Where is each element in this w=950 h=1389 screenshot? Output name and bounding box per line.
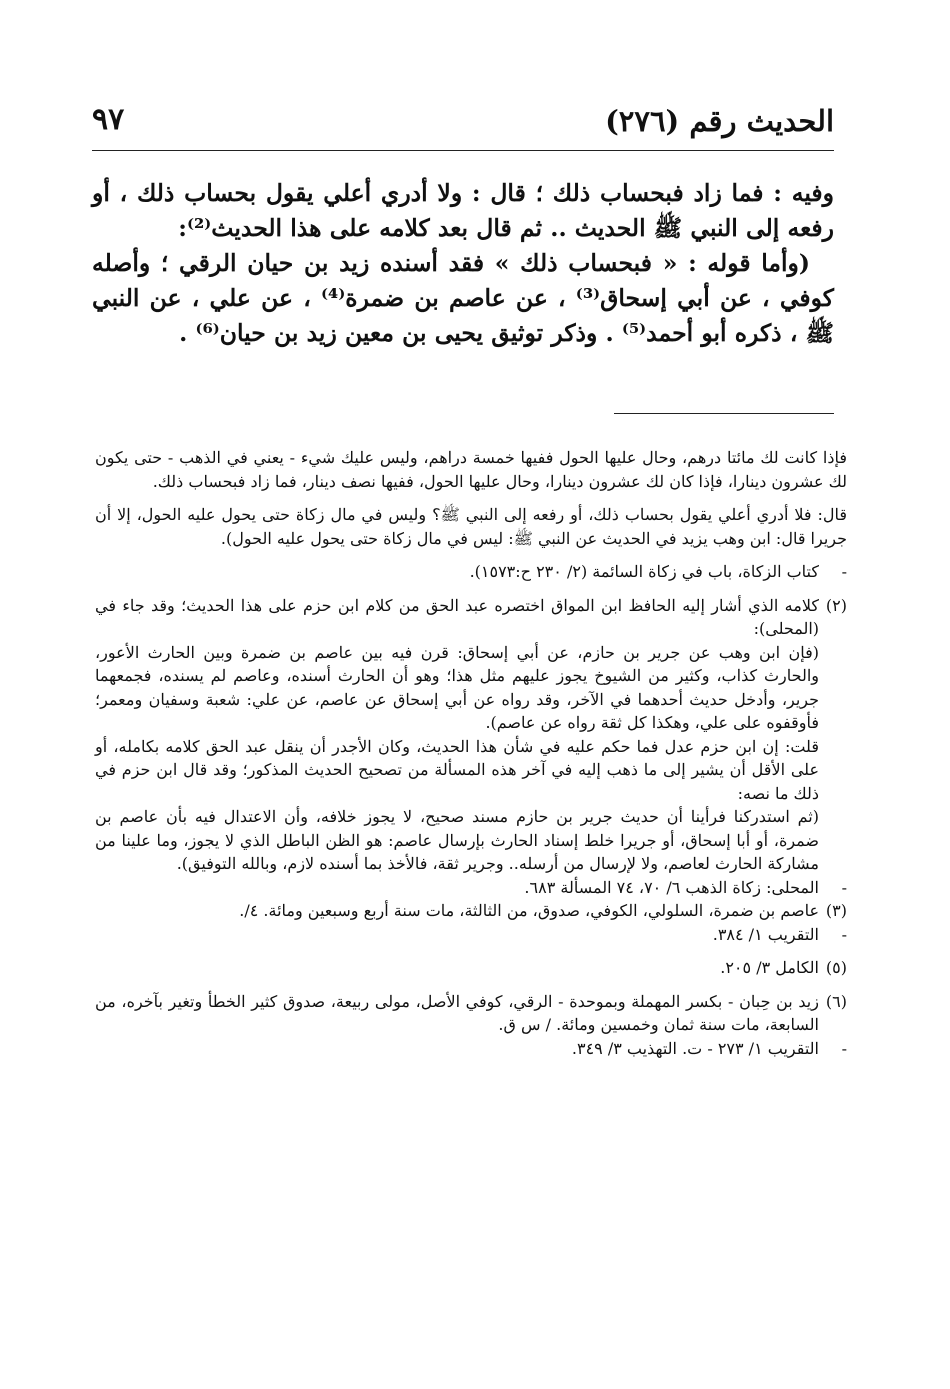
running-title: الحديث رقم (٢٧٦) [605, 104, 834, 138]
footnote-2-comment: قلت: إن ابن حزم عدل فما حكم عليه في شأن هذا الحديث، وكان الأجدر أن ينقل عبد الحق كلامه بكامله، أو على الأقل أن يشير إلى ما ذهب إليه في آخر هذه المسألة من تصحيح الحديث المذكور؛ وقد قال ابن حزم في ذلك ما نصه: [95, 736, 819, 803]
footnote-6: (٦)زيد بن حِبان - بكسر المهملة وبموحدة - الرقي، كوفي الأصل، مولى ربيعة، صدوق كثير الخطأ وتغير بآخره، من السابعة، مات سنة ثمان وخمسين ومائة. / س ق. [95, 991, 847, 1034]
footnotes [95, 446, 847, 1060]
footnote-3: (٣)عاصم بن ضمرة، السلولي، الكوفي، صدوق، من الثالثة، مات سنة أربع وسبعين ومائة. ٤/. [95, 899, 847, 923]
main-paragraph-1: وفيه : فما زاد فبحساب ذلك ؛ قال : ولا أدري أعلي يقول بحساب ذلك ، أو رفعه إلى النبي ﷺ الحديث .. ثم قال بعد كلامه على هذا الحديث⁽²⁾: [92, 179, 834, 242]
footnote-marker: (٢) [825, 595, 847, 615]
footnote-separator [614, 413, 834, 414]
footnote-2-quote-1: (فإن ابن وهب عن جرير بن حازم، عن أبي إسحاق: قرن فيه بين عاصم بن ضمرة وبين الحارث الأعور، والحارث كذاب، وكثير من الشيوخ يجوز عليهم مثل هذا؛ وهو أن الحارث أسنده، وعاصم لم يسنده، فجمعهما جرير، وأدخل حديث أحدهما في الآخر، وقد رواه عن أبي إسحاق عن عاصم، عن علي: شعبة وسفيان ومعمر؛ فأوقفوه على علي، وهكذا كل ثقة رواه عن عاصم). [95, 642, 819, 732]
footnote-1-continuation-1: فإذا كانت لك مائتا درهم، وحال عليها الحول ففيها خمسة دراهم، وليس عليك شيء - يعني في الذهب - حتى يكون لك عشرون دينارا، فإذا كان لك عشرون دينارا، وحال عليها الحول، ففيها نصف دينار، فما زاد فبحساب ذلك. [95, 448, 848, 491]
footnote-1-continuation-2: قال: فلا أدري أعلي يقول بحساب ذلك، أو رفعه إلى النبي ﷺ؟ وليس في مال زكاة حتى يحول عليه الحول، إلا أن جريرا قال: ابن وهب يزيد في الحديث عن النبي ﷺ: ليس في مال زكاة حتى يحول عليه الحول). [95, 505, 848, 548]
dash-marker: - [841, 1038, 847, 1058]
footnote-5: (٥)الكامل ٣/ ٢٠٥. [95, 956, 847, 980]
footnote-marker: (٣) [825, 901, 847, 920]
page-header [92, 100, 834, 151]
footnote-6-reference: -التقريب ١/ ٢٧٣ - ت. التهذيب ٣/ ٣٤٩. [95, 1037, 847, 1061]
footnote-1-reference: -كتاب الزكاة، باب في زكاة السائمة (٢/ ٢٣٠ ح:١٥٧٣). [95, 560, 847, 584]
dash-marker: - [841, 924, 847, 944]
footnote-3-reference: -التقريب ١/ ٣٨٤. [95, 923, 847, 947]
dash-marker: - [841, 877, 847, 897]
footnote-2: (٢)كلامه الذي أشار إليه الحافظ ابن المواق اختصره عبد الحق من كلام ابن حزم على هذا الحديث؛ وقد جاء في (المحلى): [95, 595, 847, 638]
footnote-2-quote-2: (ثم استدركنا فرأينا أن حديث جرير بن حازم مسند صحيح، لا يجوز خلافه، وأن الاعتدال فيه بأن عاصم بن ضمرة، أو أبا إسحاق، أو جريرا خلط إسناد الحارث بإرسال عاصم: هو الظن الباطل الذي لا يجوز، وما علينا من مشاركة الحارث لعاصم، ولا لإرسال من أرسله.. وجرير ثقة، فالأخذ بما أسنده لازم، وبالله التوفيق). [95, 807, 819, 873]
dash-marker: - [841, 562, 847, 581]
main-paragraph-2: (وأما قوله : « فبحساب ذلك » فقد أسنده زيد بن حيان الرقي ؛ وأصله كوفي ، عن أبي إسحاق⁽³⁾ ، عن عاصم بن ضمرة⁽⁴⁾ ، عن علي ، عن النبي ﷺ ، ذكره أبو أحمد⁽⁵⁾ . وذكر توثيق يحيى بن معين زيد بن حيان⁽⁶⁾ . [92, 249, 834, 347]
footnote-marker: (٦) [825, 991, 847, 1011]
page-number: ٩٧ [92, 102, 125, 137]
main-text [92, 176, 834, 351]
footnote-marker: (٥) [825, 958, 847, 977]
footnote-2-reference: -المحلى: زكاة الذهب ٦/ ٧٠، ٧٤ المسألة ٦٨٣. [95, 876, 847, 900]
